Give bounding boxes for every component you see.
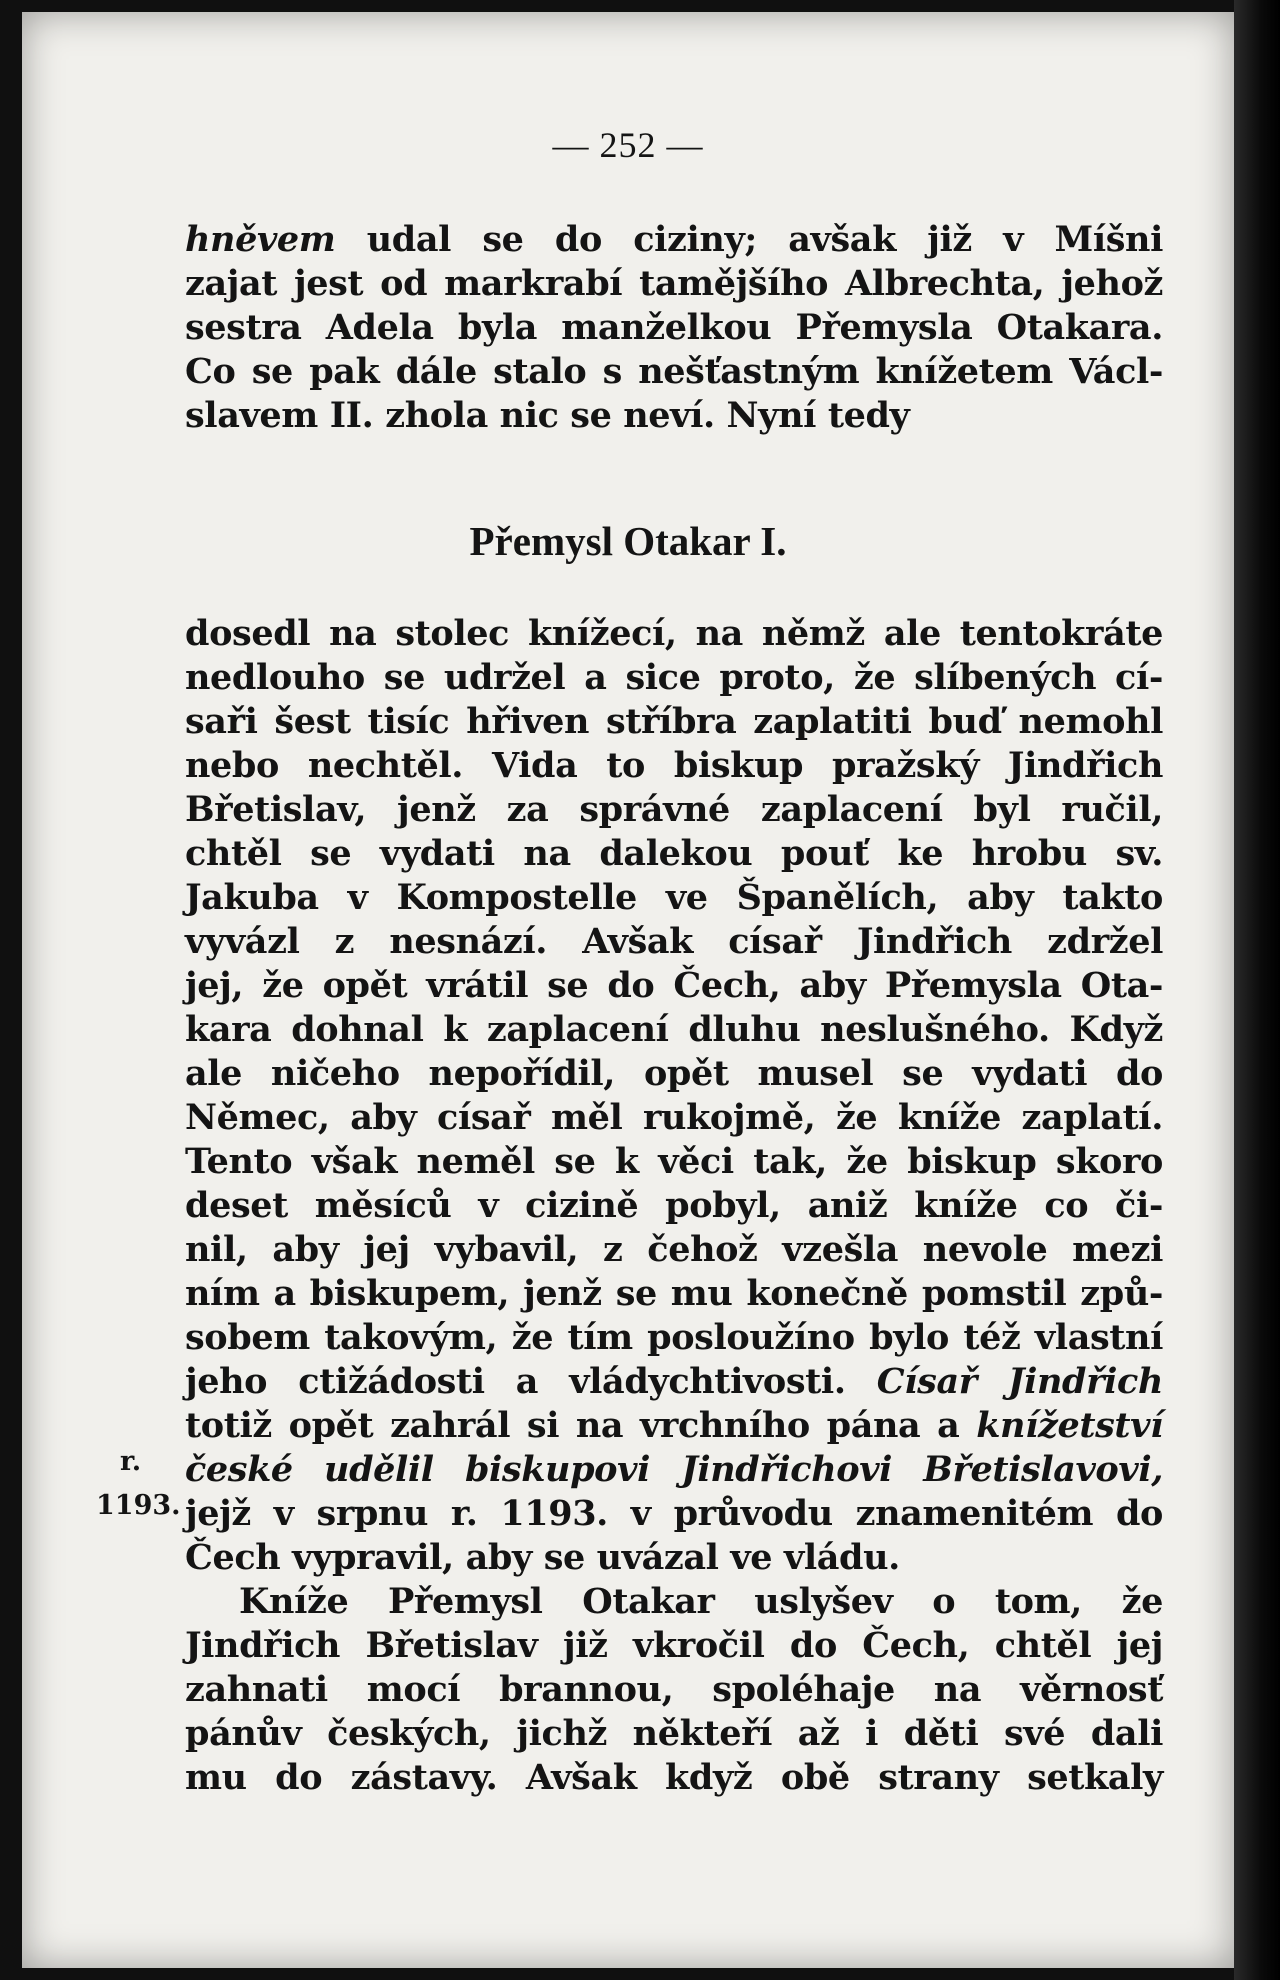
text-line: nedlouho se udržel a sice proto, že slíbených cí- xyxy=(185,657,1163,698)
text-line: zahnati mocí brannou, spoléhaje na věrnosť xyxy=(185,1669,1163,1710)
italic-text: Císař Jindřich xyxy=(876,1361,1163,1402)
text-line: saři šest tisíc hřiven stříbra zaplatiti buď nemohl xyxy=(185,701,1163,742)
text-line: Čech vypravil, aby se uvázal ve vládu. xyxy=(185,1537,900,1578)
text-line: Němec, aby císař měl rukojmě, že kníže zaplatí. xyxy=(185,1097,1163,1138)
page-edge-shadow xyxy=(1234,0,1280,1980)
line-text: totiž opět zahrál si na vrchního pána a xyxy=(185,1405,977,1446)
page-number: — 252 — xyxy=(552,125,704,165)
text-line: chtěl se vydati na dalekou pouť ke hrobu sv. xyxy=(185,833,1163,874)
text-line: ním a biskupem, jenž se mu konečně pomstil způ- xyxy=(185,1273,1163,1314)
text-line: nebo nechtěl. Vida to biskup pražský Jindřich xyxy=(185,745,1163,786)
italic-text: knížetství xyxy=(976,1405,1163,1446)
italic-line: české udělil biskupovi Jindřichovi Břetislavovi, xyxy=(185,1449,1163,1490)
text-line: jejž v srpnu r. 1193. v průvodu znamenitém do xyxy=(185,1493,1163,1534)
text-line: nil, aby jej vybavil, z čehož vzešla nevole mezi xyxy=(185,1229,1163,1270)
section-heading: Přemysl Otakar I. xyxy=(469,518,787,564)
text-line: pánův českých, jichž někteří až i děti své dali xyxy=(185,1713,1163,1754)
text-line: sobem takovým, že tím posloužíno bylo též vlastní xyxy=(185,1317,1163,1358)
text-line: slavem II. zhola nic se neví. Nyní tedy xyxy=(185,395,910,436)
paragraph-2 xyxy=(185,612,1163,1580)
text-line: ale ničeho nepořídil, opět musel se vydati do xyxy=(185,1053,1163,1094)
text-line xyxy=(185,1404,1163,1448)
text-line: Co se pak dále stalo s nešťastným knížetem Václ- xyxy=(185,351,1163,392)
line-text: udal se do ciziny; avšak již v Míšni xyxy=(335,219,1163,260)
margin-note-year: 1193. xyxy=(96,1490,181,1521)
margin-note-label: r. xyxy=(120,1446,142,1477)
text-line: kara dohnal k zaplacení dluhu neslušného. Když xyxy=(185,1009,1163,1050)
text-line: jej, že opět vrátil se do Čech, aby Přemysla Ota- xyxy=(185,965,1163,1006)
text-line: Břetislav, jenž za správné zaplacení byl ručil, xyxy=(185,789,1163,830)
text-line xyxy=(185,1360,1163,1404)
text-line: Jindřich Břetislav již vkročil do Čech, chtěl jej xyxy=(185,1625,1163,1666)
text-line: sestra Adela byla manželkou Přemysla Otakara. xyxy=(185,307,1163,348)
text-line: mu do zástavy. Avšak když obě strany setkaly xyxy=(185,1757,1163,1798)
paragraph-3 xyxy=(185,1580,1163,1800)
text-line xyxy=(185,218,1163,262)
text-line: Kníže Přemysl Otakar uslyšev o tom, že xyxy=(239,1581,1163,1622)
text-line: Tento však neměl se k věci tak, že biskup skoro xyxy=(185,1141,1163,1182)
text-line: dosedl na stolec knížecí, na němž ale tentokráte xyxy=(185,613,1163,654)
line-text: jeho ctižádosti a vládychtivosti. xyxy=(185,1361,877,1402)
text-line: vyvázl z nesnází. Avšak císař Jindřich zdržel xyxy=(185,921,1163,962)
italic-word: hněvem xyxy=(185,219,336,260)
text-line: zajat jest od markrabí tamějšího Albrechta, jehož xyxy=(185,263,1163,304)
book-page xyxy=(22,12,1234,1968)
text-line: Jakuba v Kompostelle ve Španělích, aby takto xyxy=(185,877,1163,918)
text-line: deset měsíců v cizině pobyl, aniž kníže co či- xyxy=(185,1185,1163,1226)
paragraph-1 xyxy=(185,218,1163,438)
